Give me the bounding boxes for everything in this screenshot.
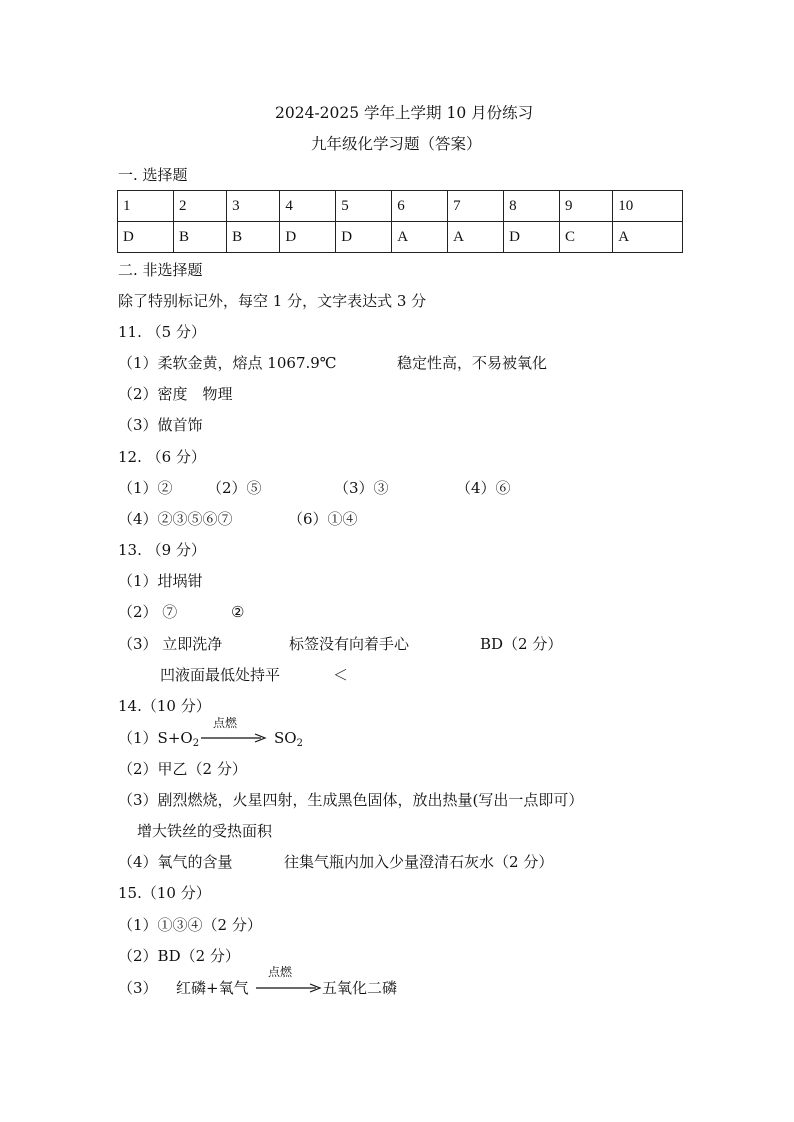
table-cell: 10	[613, 191, 683, 222]
q14-condition: 点燃	[213, 716, 238, 730]
q11-answer-2: （2）密度 物理	[118, 385, 233, 403]
table-row-answers	[118, 222, 683, 253]
table-row-numbers	[118, 191, 683, 222]
q14-product-text: SO	[274, 729, 297, 747]
q15-equation-product: 五氧化二磷	[322, 979, 398, 997]
q15-heading: 15.（10 分）	[118, 884, 211, 902]
table-cell: D	[280, 222, 336, 253]
page-title: 2024-2025 学年上学期 10 月份练习	[275, 104, 534, 122]
q11-answer-1b: 稳定性高，不易被氧化	[397, 354, 548, 372]
table-cell: D	[504, 222, 560, 253]
table-cell: 3	[227, 191, 280, 222]
q13-answer-3a: （3） 立即洗净	[118, 635, 223, 653]
q11-answer-1a: （1）柔软金黄，熔点 1067.9℃	[118, 354, 337, 372]
q12-answer-1: （1）②	[118, 479, 173, 497]
reaction-arrow-icon	[201, 733, 267, 743]
q12-answer-5: （4）②③⑤⑥⑦	[118, 510, 233, 528]
q13-answer-4a: 凹液面最低处持平	[160, 666, 281, 684]
q14-subscript: 2	[192, 738, 200, 749]
q11-answer-3: （3）做首饰	[118, 416, 203, 434]
table-cell: A	[392, 222, 448, 253]
table-cell: 6	[392, 191, 448, 222]
q13-answer-2b: ②	[231, 603, 245, 621]
q12-heading: 12. （6 分）	[118, 448, 206, 466]
q14-subscript: 2	[296, 738, 303, 749]
q14-answer-3: （3）剧烈燃烧，火星四射，生成黑色固体，放出热量(写出一点即可）	[118, 791, 584, 809]
q13-heading: 13. （9 分）	[118, 541, 206, 559]
q13-answer-3c: BD（2 分）	[480, 635, 563, 653]
q13-answer-4b: ＜	[333, 666, 349, 684]
q14-answer-3b: 增大铁丝的受热面积	[137, 822, 273, 840]
q14-equation-product	[274, 731, 303, 749]
table-cell: 9	[560, 191, 613, 222]
q13-answer-3b: 标签没有向着手心	[289, 635, 410, 653]
table-cell: D	[118, 222, 174, 253]
q14-answer-4a: （4）氧气的含量	[118, 853, 233, 871]
q15-equation-reactants: 红磷+氧气	[176, 979, 249, 997]
q13-answer-1: （1）坩埚钳	[118, 572, 203, 590]
reaction-arrow-icon	[256, 983, 322, 993]
table-cell: 7	[448, 191, 504, 222]
q11-heading: 11. （5 分）	[118, 323, 206, 341]
table-cell: A	[613, 222, 683, 253]
table-cell: B	[173, 222, 226, 253]
page-subtitle: 九年级化学习题（答案）	[311, 135, 482, 153]
q12-answer-6: （6）①④	[288, 510, 358, 528]
q14-answer-2: （2）甲乙（2 分）	[118, 760, 247, 778]
section2-heading: 二. 非选择题	[118, 261, 203, 279]
q12-answer-3: （3）③	[334, 479, 389, 497]
table-cell: B	[227, 222, 280, 253]
q14-reactants-text: （1）S+O	[118, 729, 193, 747]
q14-heading: 14.（10 分）	[118, 697, 211, 715]
q14-equation-reactants	[118, 731, 199, 749]
q15-answer-3-label: （3）	[118, 979, 158, 997]
table-cell: D	[336, 222, 392, 253]
q12-answer-4: （4）⑥	[456, 479, 511, 497]
scoring-note: 除了特别标记外，每空 1 分，文字表达式 3 分	[118, 292, 427, 310]
section1-heading: 一. 选择题	[118, 166, 188, 184]
table-cell: 1	[118, 191, 174, 222]
table-cell: 4	[280, 191, 336, 222]
q15-answer-2: （2）BD（2 分）	[118, 947, 240, 965]
table-cell: 8	[504, 191, 560, 222]
table-cell: A	[448, 222, 504, 253]
q14-answer-4b: 往集气瓶内加入少量澄清石灰水（2 分）	[284, 853, 554, 871]
table-cell: 2	[173, 191, 226, 222]
q13-answer-2a: （2） ⑦	[118, 603, 178, 621]
q15-condition: 点燃	[268, 965, 293, 979]
q12-answer-2: （2）⑤	[207, 479, 262, 497]
q15-answer-1: （1）①③④（2 分）	[118, 916, 262, 934]
answer-table	[117, 190, 683, 253]
table-cell: C	[560, 222, 613, 253]
table-cell: 5	[336, 191, 392, 222]
